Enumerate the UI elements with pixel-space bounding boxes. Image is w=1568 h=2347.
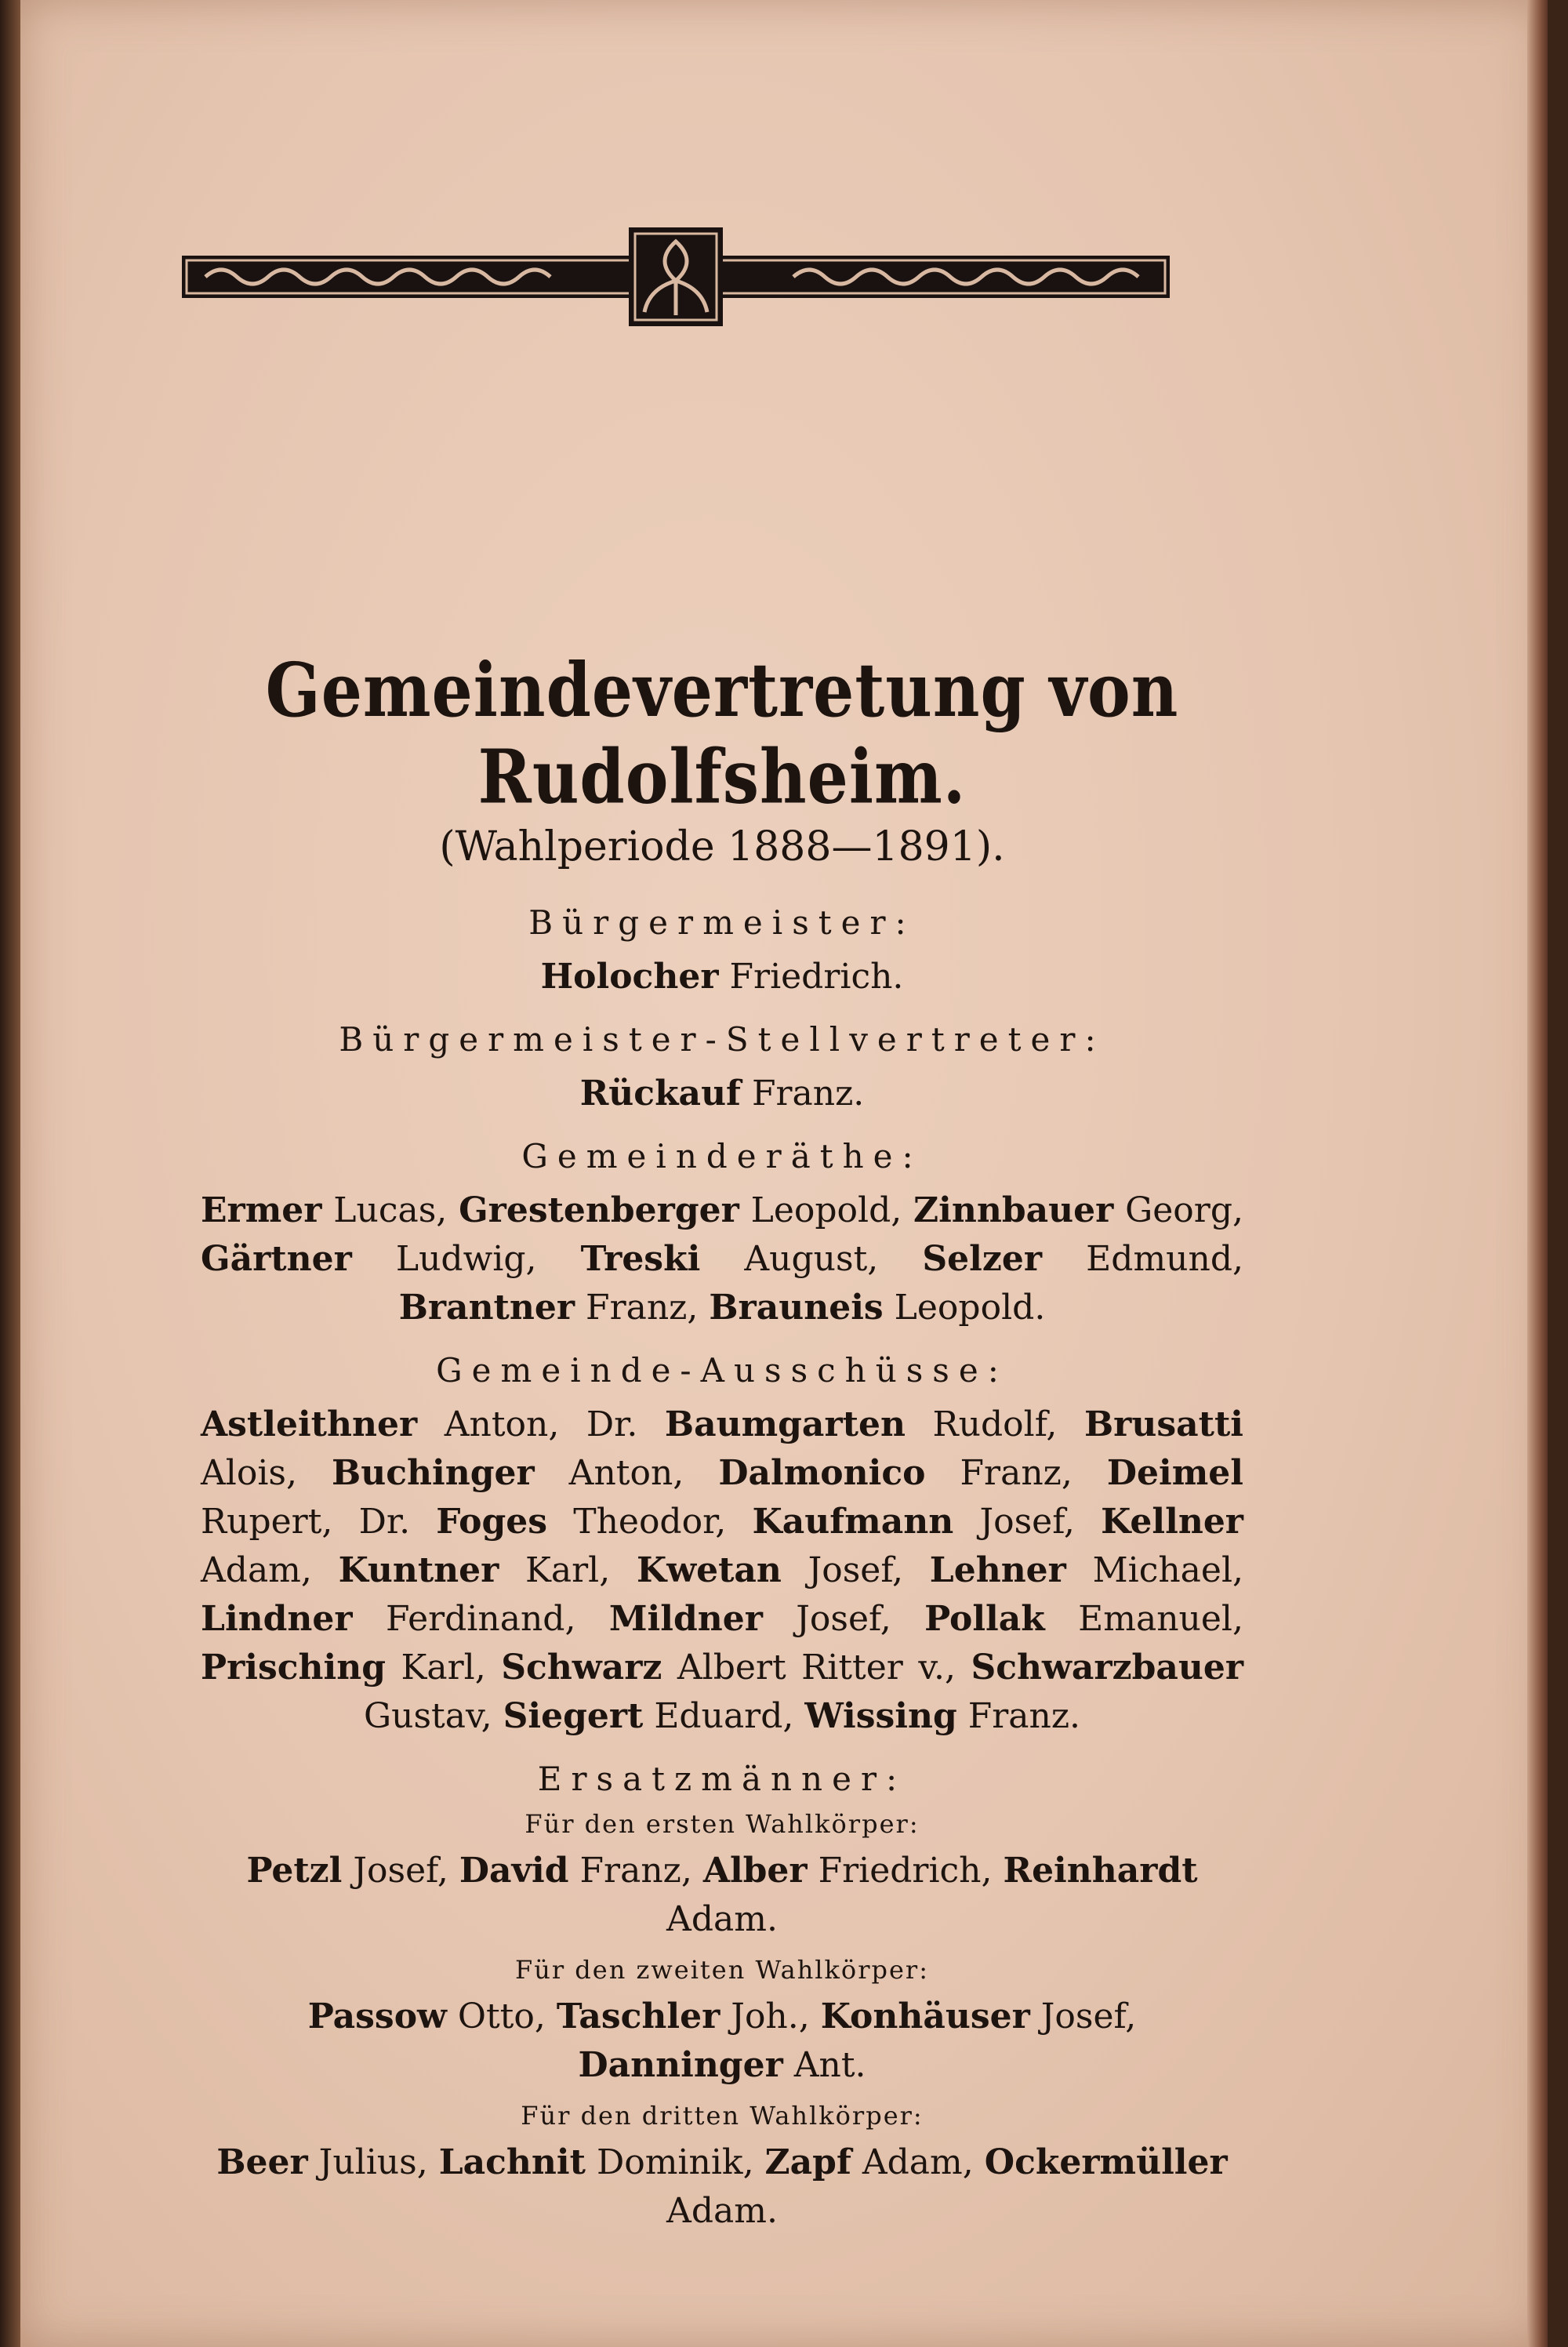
member-given-name: Josef,	[1029, 1996, 1137, 2036]
member-surname: Passow	[307, 1996, 447, 2036]
member-given-name: Adam.	[666, 1899, 778, 1939]
member-surname: Brauneis	[709, 1288, 884, 1328]
wahlkoerper-label: Für den dritten Wahlkörper:	[521, 2101, 924, 2131]
member-given-name: Dominik,	[585, 2142, 765, 2182]
member-surname: Foges	[436, 1502, 547, 1542]
member-surname: Dalmonico	[718, 1453, 926, 1493]
page-title: Gemeindevertretung von Rudolfsheim.	[265, 647, 1179, 821]
member-given-name: Franz.	[956, 1696, 1081, 1736]
member-surname: Ermer	[201, 1190, 322, 1230]
ausschuesse-list	[201, 1401, 1243, 1741]
member-given-name: Georg,	[1113, 1190, 1243, 1230]
member-surname: Danninger	[578, 2045, 783, 2085]
member-surname: Grestenberger	[459, 1190, 739, 1230]
member-given-name: Josef,	[953, 1502, 1102, 1542]
member-given-name: Josef,	[342, 1851, 459, 1891]
page-content	[201, 647, 1244, 2242]
book-page	[20, 0, 1548, 2347]
wahlkoerper-label: Für den zweiten Wahlkörper:	[515, 1955, 929, 1985]
member-surname: Wissing	[804, 1696, 957, 1736]
member-surname: Lehner	[929, 1550, 1066, 1590]
gemeinderaethe-list	[201, 1186, 1243, 1332]
member-surname: Pollak	[924, 1599, 1045, 1639]
member-given-name: Leopold,	[739, 1190, 914, 1230]
member-surname: Alber	[702, 1851, 808, 1891]
member-given-name: Theodor,	[547, 1502, 753, 1542]
member-surname: Kellner	[1101, 1502, 1243, 1542]
member-given-name: Anton,	[534, 1453, 719, 1493]
wahlkoerper-label: Für den ersten Wahlkörper:	[524, 1809, 920, 1839]
member-prefix: Dr.	[586, 1404, 665, 1444]
member-given-name: Franz,	[575, 1288, 710, 1328]
ersatz-list-1	[201, 1847, 1243, 1944]
member-surname: Prisching	[201, 1648, 387, 1688]
member-given-name: Leopold.	[883, 1288, 1046, 1328]
heading-gemeinderaethe: Gemeinderäthe:	[521, 1137, 923, 1175]
member-surname: Kaufmann	[752, 1502, 954, 1542]
member-surname: Gärtner	[201, 1239, 352, 1279]
member-surname: Konhäuser	[820, 1996, 1030, 2036]
member-given-name: Albert Ritter v.,	[662, 1648, 971, 1688]
member-given-name: Emanuel,	[1044, 1599, 1243, 1639]
member-surname: Rückauf	[579, 1074, 741, 1114]
member-surname: Beer	[216, 2142, 308, 2182]
member-surname: Astleithner	[201, 1404, 418, 1444]
member-surname: Deimel	[1106, 1453, 1244, 1493]
member-given-name: Franz,	[568, 1851, 703, 1891]
member-surname: Selzer	[922, 1239, 1043, 1279]
heading-stellvertreter: Bürgermeister-Stellvertreter:	[339, 1020, 1105, 1059]
member-surname: Brantner	[398, 1288, 575, 1328]
member-given-name: Adam.	[666, 2191, 778, 2231]
ersatz-list-3	[201, 2138, 1243, 2236]
buergermeister-name	[201, 953, 1243, 1001]
member-surname: Zinnbauer	[913, 1190, 1114, 1230]
member-given-name: Eduard,	[643, 1696, 805, 1736]
heading-ersatzmaenner: Ersatzmänner:	[537, 1760, 907, 1798]
member-given-name: Lucas,	[321, 1190, 459, 1230]
member-surname: Schwarz	[501, 1648, 662, 1688]
heading-buergermeister: Bürgermeister:	[528, 903, 916, 942]
page-edge	[1527, 0, 1548, 2347]
page-subtitle: (Wahlperiode 1888—1891).	[439, 823, 1005, 870]
member-given-name: Josef,	[762, 1599, 925, 1639]
member-surname: Treski	[580, 1239, 701, 1279]
book-binding	[0, 0, 20, 2347]
member-surname: Ockermüller	[984, 2142, 1228, 2182]
member-given-name: Joh.,	[720, 1996, 821, 2036]
member-given-name: Rudolf,	[905, 1404, 1084, 1444]
member-given-name: Karl,	[386, 1648, 502, 1688]
member-surname: Kuntner	[338, 1550, 499, 1590]
member-surname: Mildner	[608, 1599, 763, 1639]
member-surname: Baumgarten	[664, 1404, 906, 1444]
member-surname: Lachnit	[438, 2142, 586, 2182]
member-surname: Holocher	[540, 957, 719, 997]
member-given-name: Franz,	[925, 1453, 1107, 1493]
member-given-name: Rupert,	[201, 1502, 359, 1542]
ersatz-list-2	[201, 1993, 1243, 2090]
ornamental-header-band	[182, 226, 1170, 328]
member-given-name: Otto,	[446, 1996, 557, 2036]
member-given-name: Josef,	[781, 1550, 930, 1590]
member-prefix: Dr.	[358, 1502, 437, 1542]
member-given-name: Adam,	[851, 2142, 985, 2182]
member-given-name: Anton,	[417, 1404, 586, 1444]
member-given-name: Friedrich.	[718, 957, 904, 997]
member-given-name: Ludwig,	[351, 1239, 581, 1279]
member-given-name: Edmund,	[1042, 1239, 1243, 1279]
member-given-name: Ant.	[782, 2045, 866, 2085]
member-surname: David	[459, 1851, 569, 1891]
member-surname: Buchinger	[332, 1453, 535, 1493]
member-given-name: Gustav,	[363, 1696, 503, 1736]
member-given-name: Ferdinand,	[352, 1599, 609, 1639]
member-surname: Taschler	[556, 1996, 720, 2036]
member-given-name: Michael,	[1065, 1550, 1243, 1590]
member-given-name: Julius,	[307, 2142, 439, 2182]
heading-ausschuesse: Gemeinde-Ausschüsse:	[436, 1351, 1008, 1390]
member-surname: Siegert	[503, 1696, 644, 1736]
member-surname: Kwetan	[636, 1550, 782, 1590]
stellvertreter-name	[201, 1070, 1243, 1118]
member-given-name: Friedrich,	[807, 1851, 1004, 1891]
member-given-name: Alois,	[201, 1453, 332, 1493]
member-surname: Lindner	[201, 1599, 353, 1639]
member-given-name: Franz.	[740, 1074, 865, 1114]
member-surname: Brusatti	[1083, 1404, 1243, 1444]
member-given-name: Karl,	[499, 1550, 637, 1590]
member-surname: Zapf	[764, 2142, 851, 2182]
member-surname: Petzl	[246, 1851, 343, 1891]
member-given-name: Adam,	[201, 1550, 339, 1590]
member-given-name: August,	[700, 1239, 923, 1279]
member-surname: Reinhardt	[1003, 1851, 1198, 1891]
member-surname: Schwarzbauer	[971, 1648, 1244, 1688]
